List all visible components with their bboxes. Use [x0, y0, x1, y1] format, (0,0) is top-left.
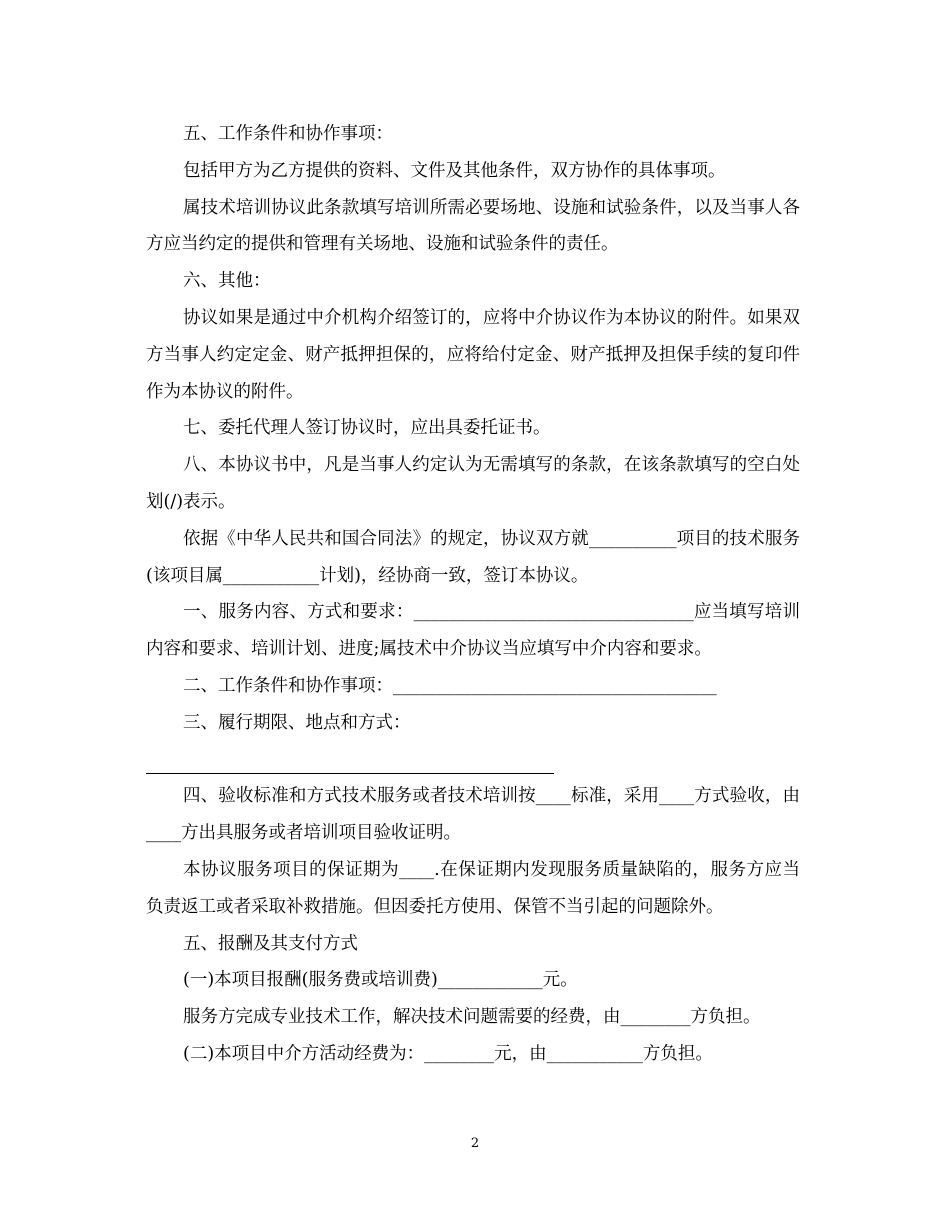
paragraph: 七、委托代理人签订协议时，应出具委托证书。 [183, 418, 551, 439]
section-heading-remuneration: 五、报酬及其支付方式 [183, 933, 358, 954]
section-heading-work-conditions: 五、工作条件和协作事项： [183, 124, 393, 144]
clause-performance-period: 三、履行期限、地点和方式： [183, 712, 411, 733]
clause-intermediary-fee: (二)本项目中介方活动经费为：________元，由___________方负担。 [183, 1043, 713, 1064]
clause-acceptance-standard: 四、验收标准和方式技术服务或者技术培训按____标准，采用____方式验收，由____方出具服务或者培训项目验收证明。 [146, 786, 800, 844]
clause-service-content: 一、服务内容、方式和要求：________________________________应当填写培训内容和要求、培训计划、进度;属技术中介协议当应填写中介内容和要求。 [146, 602, 800, 660]
paragraph: 依据《中华人民共和国合同法》的规定，协议双方就__________项目的技术服务(该项目属___________计划)，经协商一致，签订本协议。 [146, 528, 800, 586]
page-number: 2 [470, 1136, 480, 1151]
paragraph: 本协议服务项目的保证期为____.在保证期内发现服务质量缺陷的，服务方应当负责返工或者采取补救措施。但因委托方使用、保管不当引起的问题除外。 [146, 859, 800, 917]
document-body [146, 116, 800, 1073]
blank-underline [146, 773, 554, 774]
paragraph: 八、本协议书中，凡是当事人约定认为无需填写的条款，在该条款填写的空白处划(/)表示。 [146, 455, 800, 512]
paragraph: 包括甲方为乙方提供的资料、文件及其他条件，双方协作的具体事项。 [183, 160, 726, 181]
section-heading-other: 六、其他： [183, 271, 271, 292]
paragraph: 协议如果是通过中介机构介绍签订的，应将中介协议作为本协议的附件。如果双方当事人约定定金、财产抵押担保的，应将给付定金、财产抵押及担保手续的复印件作为本协议的附件。 [146, 307, 800, 402]
clause-work-conditions: 二、工作条件和协作事项：_____________________________________ [183, 675, 717, 696]
fill-in-blank-line [146, 742, 800, 779]
paragraph: 属技术培训协议此条款填写培训所需必要场地、设施和试验条件，以及当事人各方应当约定的提供和管理有关场地、设施和试验条件的责任。 [146, 197, 800, 255]
clause-remuneration-amount: (一)本项目报酬(服务费或培训费)____________元。 [183, 970, 578, 991]
paragraph: 服务方完成专业技术工作，解决技术问题需要的经费，由________方负担。 [183, 1007, 761, 1028]
